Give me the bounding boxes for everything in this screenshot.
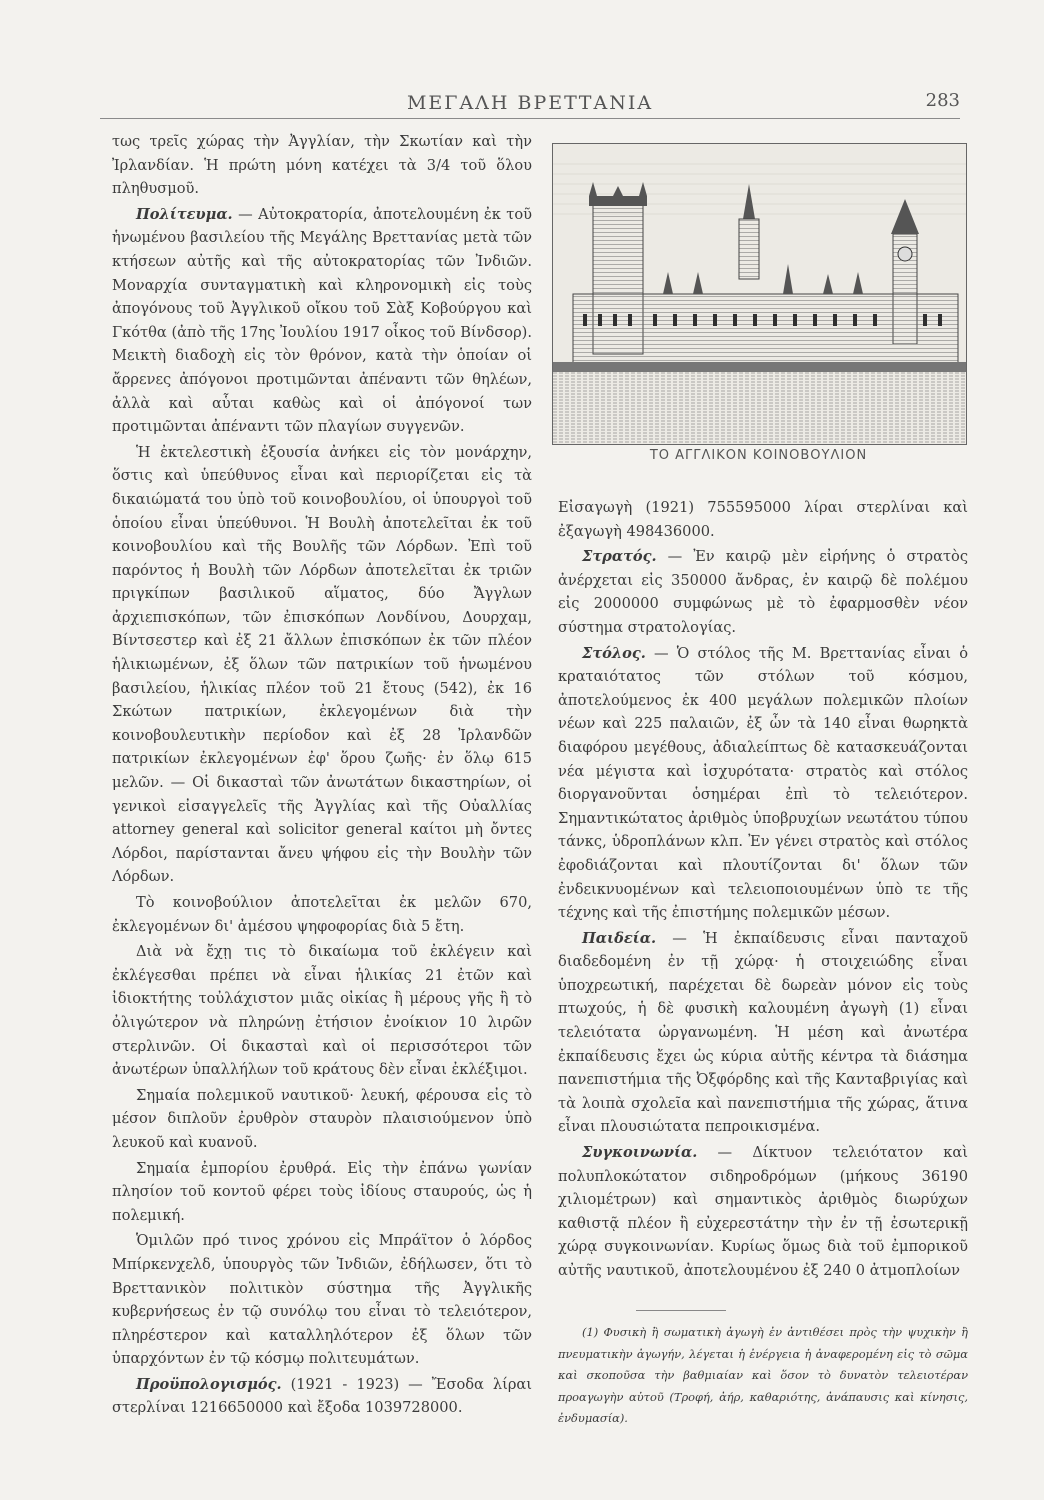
paragraph-text: — Αὐτοκρατορία, ἀποτελουμένη ἐκ τοῦ ἡνωμένου βασιλείου τῆς Μεγάλης Βρεττανίας μετὰ τῶν κτήσεων αὐτῆς καὶ τῆς αὐτοκρατορίας τῶν Ἰνδιῶν. Μοναρχία συνταγματικὴ καὶ κληρονομικὴ εἰς τοὺς ἀπογόνους τοῦ Ἀγγλικοῦ οἴκου τοῦ Σὰξ Κοβούργου καὶ Γκότθα (ἀπὸ τῆς 17ης Ἰουλίου 1917 οἶκος τοῦ Βίνδσορ). Μεικτὴ διαδοχὴ εἰς τὸν θρόνον, κατὰ τὴν ὁποίαν οἱ ἄρρενες ἀπόγονοι προτιμῶνται ἀπέναντι τῶν θηλέων, ἀλλὰ καὶ αὗται καθὼς καὶ οἱ ἀπόγονοί των προτιμῶνται ἀπέναντι τῶν πλαγίων συγγενῶν. — [112, 205, 532, 436]
paragraph: Σημαία πολεμικοῦ ναυτικοῦ· λευκή, φέρουσα εἰς τὸ μέσον διπλοῦν ἐρυθρὸν σταυρὸν πλαισιούμενον ὑπὸ λευκοῦ καὶ κυανοῦ. — [112, 1086, 532, 1151]
paragraph-text: — Ὁ στόλος τῆς Μ. Βρεττανίας εἶναι ὁ κραταιότατος τῶν στόλων τοῦ κόσμου, ἀποτελούμενος ἐκ 400 μεγάλων πολεμικῶν πλοίων νέων καὶ 225 παλαιῶν, ἐξ ὧν τὰ 140 εἶναι θωρηκτὰ διαφόρου μεγέθους, ἀδιαλείπτως δὲ κατασκευάζονται νέα μέγιστα καὶ ἰσχυρότατα· στρατὸς καὶ στόλος διοργανοῦνται ὁσημέραι ἐπὶ τὸ τελειότερον. Σημαντικώτατος ἀριθμὸς ὑποβρυχίων νεωτάτου τύπου τάνκς, ὑδροπλάνων κλπ. Ἐν γένει στρατὸς καὶ στόλος ἐφοδιάζονται καὶ πλουτίζονται δι' ὅλων τῶν ἐνδεικνυομένων καὶ τελειοποιουμένων ὑπὸ τε τῆς τέχνης καὶ τῆς ἐπιστήμης πολεμικῶν μέσων. — [558, 644, 968, 922]
paragraph: Ὁμιλῶν πρό τινος χρόνου εἰς Μπράϊτον ὁ λόρδος Μπίρκενχελδ, ὑπουργὸς τῶν Ἰνδιῶν, ἐδήλωσεν, ὅτι τὸ Βρεττανικὸν πολιτικὸν σύστημα τῆς Ἀγγλικῆς κυβερνήσεως ἐν τῷ συνόλῳ του εἶναι τὸ τελειότερον, πληρέστερον καὶ καταλληλότερον ἐξ ὅλων τῶν ὑπαρχόντων ἐν τῷ κόσμῳ πολιτευμάτων. — [112, 1232, 532, 1368]
paragraph — [558, 1141, 968, 1283]
paragraph: Τὸ κοινοβούλιον ἀποτελεῖται ἐκ μελῶν 670, ἐκλεγομένων δι' ἀμέσου ψηφοφορίας διὰ 5 ἔτη. — [112, 894, 532, 935]
paragraph: Διὰ νὰ ἔχῃ τις τὸ δικαίωμα τοῦ ἐκλέγειν καὶ ἐκλέγεσθαι πρέπει νὰ εἶναι ἡλικίας 21 ἐτῶν καὶ ἰδιοκτήτης τοὐλάχιστον μιᾶς οἰκίας ἢ μέρους γῆς ἢ τὸ ὀλιγώτερον νὰ πληρώνῃ ἐτήσιον ἐνοίκιον 10 λιρῶν στερλινῶν. Οἱ δικασταὶ καὶ οἱ περισσότεροι τῶν ἀνωτέρων ὑπαλλήλων τοῦ κράτους δὲν εἶναι ἐκλέξιμοι. — [112, 943, 532, 1079]
parliament-engraving — [553, 144, 966, 444]
paragraph — [112, 1373, 532, 1420]
paragraph — [558, 642, 968, 925]
paragraph: Ἡ ἐκτελεστικὴ ἐξουσία ἀνήκει εἰς τὸν μονάρχην, ὅστις καὶ ὑπεύθυνος εἶναι καὶ περιορίζεται εἰς τὰ δικαιώματά του ὑπὸ τοῦ κοινοβουλίου, οἱ ὑπουργοὶ τοῦ ὁποίου εἶναι ὑπεύθυνοι. Ἡ Βουλὴ ἀποτελεῖται ἐκ τοῦ κοινοβουλίου καὶ τῆς Βουλῆς τῶν Λόρδων. Ἐπὶ τοῦ παρόντος ἡ Βουλὴ τῶν Λόρδων ἀποτελεῖται ἐκ τριῶν πριγκίπων βασιλικοῦ αἵματος, δύο Ἄγγλων ἀρχιεπισκόπων, τῶν ἐπισκόπων Λονδίνου, Δουρχαμ, Βίντσεστερ καὶ ἐξ 21 ἄλλων ἐπισκόπων ἐκ τῶν πλέον ἡλικιωμένων, ἐξ ὅλων τῶν πατρικίων τοῦ ἡνωμένου βασιλείου, ἡλικίας πλέον τοῦ 21 ἔτους (542), ἐκ 16 Σκώτων πατρικίων, ἐκλεγομένων διὰ τὴν κοινοβουλευτικὴν περίοδον καὶ ἐξ 28 Ἰρλανδῶν πατρικίων ἐκλεγομένων ἐφ' ὅρου ζωῆς· ἐν ὅλῳ 615 μελῶν. — Οἱ δικασταὶ τῶν ἀνωτάτων δικαστηρίων, οἱ γενικοὶ εἰσαγγελεῖς τῆς Ἀγγλίας καὶ τῆς Οὐαλλίας attorney general καὶ solicitor general καίτοι μὴ ὄντες Λόρδοι, παρίστανται ἄνευ ψήφου εἰς τὴν Βουλὴν τῶν Λόρδων. — [112, 443, 532, 886]
left-column — [112, 130, 532, 1422]
paragraph: τως τρεῖς χώρας τὴν Ἀγγλίαν, τὴν Σκωτίαν καὶ τὴν Ἰρλανδίαν. Ἡ πρώτη μόνη κατέχει τὰ 3/4 τοῦ ὅλου πληθυσμοῦ. — [112, 133, 532, 198]
paragraph — [558, 545, 968, 639]
running-header — [100, 88, 960, 119]
right-column — [558, 496, 968, 1285]
footnote-rule — [636, 1310, 726, 1311]
paragraph — [558, 927, 968, 1139]
section-heading: Προϋπολογισμός. — [136, 1375, 282, 1393]
paragraph-text: — Δίκτυον τελειότατον καὶ πολυπλοκώτατον σιδηροδρόμων (μήκους 36190 χιλιομέτρων) καὶ σημαντικὸς ἀριθμὸς διωρύχων καθιστᾷ πλέον ἢ εὐχερεστάτην τὴν ἐν τῇ ἐσωτερικῇ χώρᾳ συγκοινωνίαν. Κυρίως ὅμως διὰ τοῦ ἐμπορικοῦ αὐτῆς ναυτικοῦ, ἀποτελουμένου ἐξ 240 0 ἀτμοπλοίων — [558, 1144, 968, 1279]
figure-caption: ΤΟ ΑΓΓΛΙΚΟΝ ΚΟΙΝΟΒΟΥΛΙΟΝ — [649, 448, 868, 463]
page-number: 283 — [925, 90, 960, 111]
paragraph: Εἰσαγωγὴ (1921) 755595000 λίραι στερλίναι καὶ ἐξαγωγὴ 498436000. — [558, 499, 968, 540]
footnote-text: (1) Φυσικὴ ἢ σωματικὴ ἀγωγὴ ἐν ἀντιθέσει πρὸς τὴν ψυχικὴν ἢ πνευματικὴν ἀγωγήν, λέγεται ἡ ἐνέργεια ἡ ἀναφερομένη εἰς τὸ σῶμα καὶ σκοποῦσα τὴν βαθμιαίαν καὶ ὅσον τὸ δυνατὸν τελειοτέραν προαγωγὴν αὐτοῦ (Τροφή, ἀήρ, καθαριότης, ἀνάπαυσις καὶ κίνησις, ἐνδυμασία). — [558, 1325, 968, 1425]
paragraph — [112, 203, 532, 439]
running-title: ΜΕΓΑΛΗ ΒΡΕΤΤΑΝΙΑ — [406, 92, 654, 114]
paragraph-text: — Ἐν καιρῷ μὲν εἰρήνης ὁ στρατὸς ἀνέρχεται εἰς 350000 ἄνδρας, ἐν καιρῷ δὲ πολέμου εἰς 2000000 συμφώνως μὲ τὸ ἐφαρμοσθὲν νέον σύστημα στρατολογίας. — [558, 548, 968, 636]
section-heading: Στρατός. — [582, 548, 657, 566]
paragraph: Σημαία ἐμπορίου ἐρυθρά. Εἰς τὴν ἐπάνω γωνίαν πλησίον τοῦ κοντοῦ φέρει τοὺς ἰδίους σταυρούς, ὡς ἡ πολεμική. — [112, 1159, 532, 1224]
parliament-illustration — [552, 143, 967, 445]
footnote — [558, 1322, 968, 1430]
section-heading: Στόλος. — [582, 644, 646, 662]
paragraph-text: — Ἡ ἐκπαίδευσις εἶναι πανταχοῦ διαδεδομένη ἐν τῇ χώρᾳ· ἡ στοιχειώδης εἶναι ὑποχρεωτική, παρέχεται δὲ δωρεὰν μόνον εἰς τοὺς πτωχούς, ἡ δὲ φυσικὴ καλουμένη ἀγωγὴ (1) εἶναι τελειότατα ὠργανωμένη. Ἡ μέση καὶ ἀνωτέρα ἐκπαίδευσις ἔχει ὡς κύρια αὐτῆς κέντρα τὰ διάσημα πανεπιστήμια τῆς Ὀξφόρδης καὶ τῆς Κανταβριγίας καὶ τὰ λοιπὰ σχολεῖα καὶ πανεπιστήμια τῆς χώρας, ἅτινα εἶναι πλουσιώτατα πεπροικισμένα. — [558, 929, 968, 1136]
section-heading: Παιδεία. — [582, 929, 657, 947]
section-heading: Συγκοινωνία. — [582, 1144, 698, 1162]
section-heading: Πολίτευμα. — [136, 205, 233, 223]
paragraph-text: (1921 - 1923) — Ἔσοδα λίραι στερλίναι 1216650000 καὶ ἔξοδα 1039728000. — [112, 1375, 532, 1417]
